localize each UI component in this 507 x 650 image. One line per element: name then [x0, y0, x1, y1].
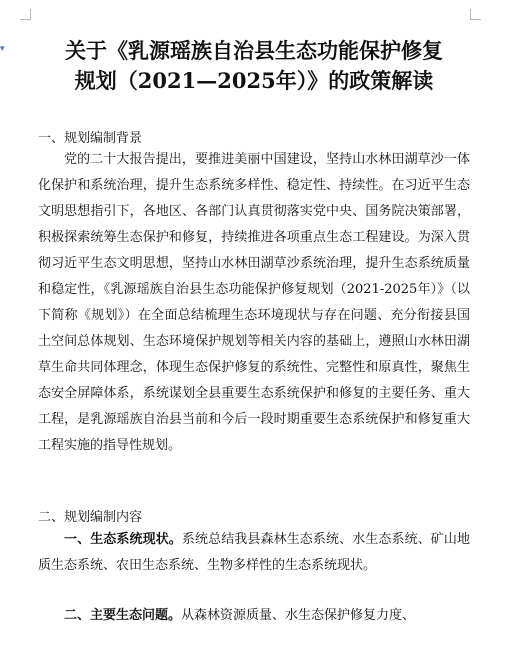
item-1-text: 系统总结我县森林生态系统、水生态系统、矿山地质生态系统、农田生态系统、生物多样性的生态系统现状。: [38, 532, 470, 573]
item-1-paragraph: [38, 527, 470, 579]
item-2-paragraph: [38, 603, 470, 629]
item-2-label: 二、主要生态问题。: [64, 608, 182, 623]
margin-marker-icon: ▾: [0, 44, 5, 54]
section-2-heading: 二、规划编制内容: [38, 510, 143, 525]
item-1-label: 一、生态系统现状。: [64, 532, 182, 547]
document-title-line-1: 关于《乳源瑶族自治县生态功能保护修复: [65, 38, 443, 63]
item-2-text: 从森林资源质量、水生态保护修复力度、: [181, 608, 416, 623]
section-1-heading: 一、规划编制背景: [38, 131, 143, 146]
section-1-paragraph: 党的二十大报告提出，要推进美丽中国建设，坚持山水林田湖草沙一体化保护和系统治理，提升生态系统多样性、稳定性、持续性。在习近平生态文明思想指引下，各地区、各部门认真贯彻落实党中央、国务院决策部署，积极探索统筹生态保护和修复，持续推进各项重点生态工程建设。为深入贯彻习近平生态文明思想，坚持山水林田湖草沙系统治理，提升生态系统质量和稳定性，《乳源瑶族自治县生态功能保护修复规划（2021-2025年）》（以下简称《规划》）在全面总结梳理生态环境现状与存在问题、充分衔接县国土空间总体规划、生态环境保护规划等相关内容的基础上，遵照山水林田湖草生命共同体理念，体现生态保护修复的系统性、完整性和原真性，聚焦生态安全屏障体系，系统谋划全县重要生态系统保护和修复的主要任务、重大工程，是乳源瑶族自治县当前和今后一段时期重要生态系统保护和修复重大工程实施的指导性规划。: [38, 152, 470, 453]
document-title-line-2: 规划（2021—2025年）》的政策解读: [74, 68, 434, 93]
crop-mark-top-left: [20, 9, 31, 20]
crop-mark-top-right: [470, 9, 481, 20]
